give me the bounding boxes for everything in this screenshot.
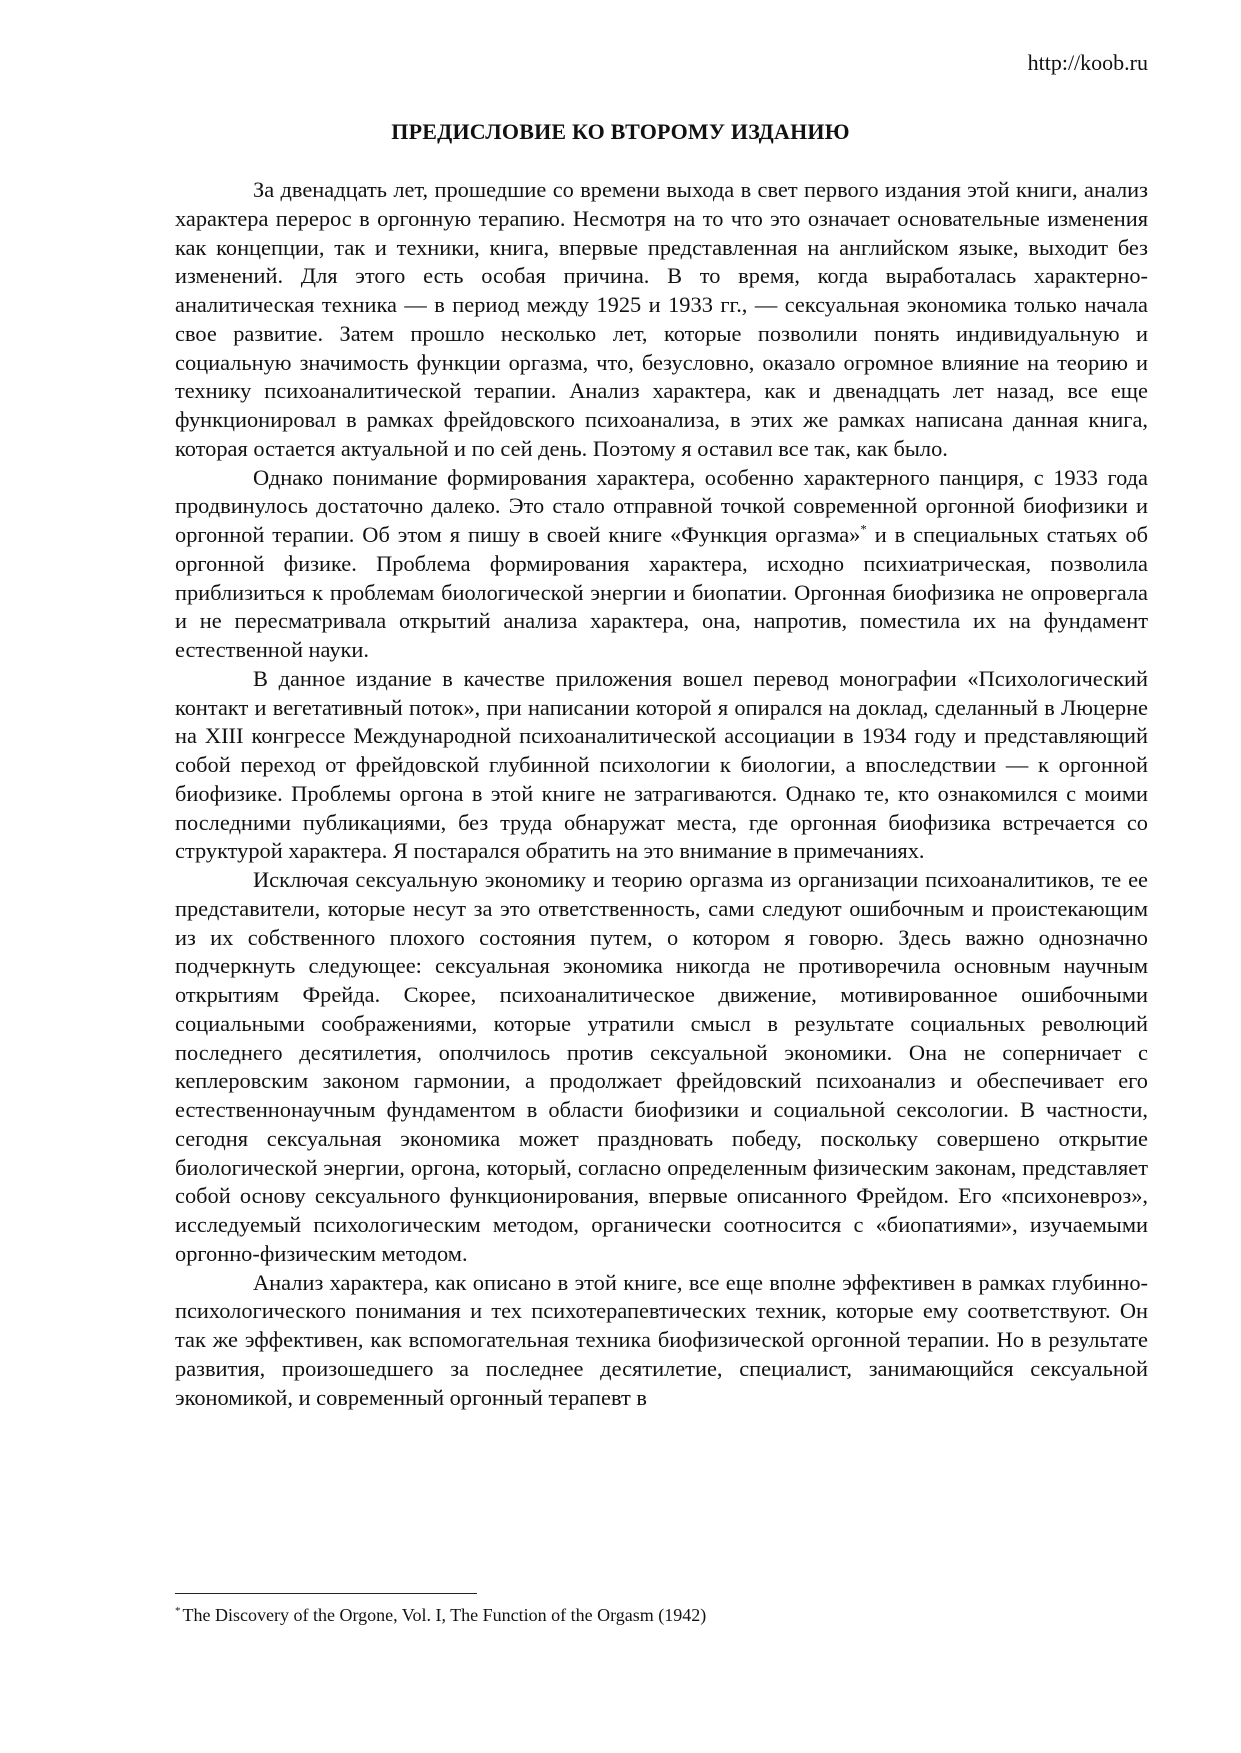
footnote-reference: *: [860, 521, 867, 537]
paragraph-4: Исключая сексуальную экономику и теорию оргазма из организации психоаналитиков, те ее представители, которые несут за это ответственность, сами следуют ошибочным и проистекающим из их собственного плохого состояния путем, о котором я говорю. Здесь важно однозначно подчеркнуть следующее: сексуальная экономика никогда не противоречила основным научным открытиям Фрейда. Скорее, психоаналитическое движение, мотивированное ошибочными социальными соображениями, которые утратили смысл в результате социальных революций последнего десятилетия, ополчилось против сексуальной экономики. Она не соперничает с кеплеровским законом гармонии, а продолжает фрейдовский психоанализ и обеспечивает его естественнонаучным фундаментом в области биофизики и социальной сексологии. В частности, сегодня сексуальная экономика может праздновать победу, поскольку совершено открытие биологической энергии, оргона, который, согласно определенным физическим законам, представляет собой основу сексуального функционирования, впервые описанного Фрейдом. Его «психоневроз», исследуемый психологическим методом, органически соотносится с «биопатиями», изучаемыми оргонно-физическим методом.: [175, 867, 1148, 1266]
paragraph-2: [175, 464, 1148, 665]
site-url[interactable]: http://koob.ru: [1027, 50, 1148, 75]
page-title: ПРЕДИСЛОВИЕ КО ВТОРОМУ ИЗДАНИЮ: [391, 119, 850, 144]
paragraph-2-start: Однако понимание формирования характера, особенно характерного панциря, с 1933 года продвинулось достаточно далеко. Это стало отправной точкой современной оргонной биофизики и оргонной терапии. Об этом я пишу в своей книге «Функция оргазма»: [175, 464, 1148, 547]
body-text: [175, 176, 1148, 1412]
footnote-mark: *: [175, 1605, 181, 1617]
paragraph-3: В данное издание в качестве приложения вошел перевод монографии «Психологический контакт и вегетативный поток», при написании которой я опирался на доклад, сделанный в Люцерне на XIII конгрессе Международной психоаналитической ассоциации в 1934 году и представляющий собой переход от фрейдовской глубинной психологии к биологии, а впоследствии — к оргонной биофизике. Проблемы оргона в этой книге не затрагиваются. Однако те, кто ознакомился с моими последними публикациями, без труда обнаружат места, где оргонная биофизика встречается со структурой характера. Я постарался обратить на это внимание в примечаниях.: [175, 665, 1148, 864]
footnote-text: The Discovery of the Orgone, Vol. I, The Function of the Orgasm (1942): [182, 1605, 707, 1625]
footnote: [175, 1605, 706, 1626]
paragraph-5: Анализ характера, как описано в этой книге, все еще вполне эффективен в рамках глубинно-психологического понимания и тех психотерапевтических техник, которые ему соответствуют. Он так же эффективен, как вспомогательная техника биофизической оргонной терапии. Но в результате развития, произошедшего за последнее десятилетие, специалист, занимающийся сексуальной экономикой, и современный оргонный терапевт в: [175, 1269, 1148, 1410]
footnote-divider: [175, 1593, 477, 1594]
paragraph-1: За двенадцать лет, прошедшие со времени выхода в свет первого издания этой книги, анализ характера перерос в оргонную терапию. Несмотря на то что это означает основательные изменения как концепции, так и техники, книга, впервые представленная на английском языке, выходит без изменений. Для этого есть особая причина. В то время, когда выработалась характерно-аналитическая техника — в период между 1925 и 1933 гг., — сексуальная экономика только начала свое развитие. Затем прошло несколько лет, которые позволили понять индивидуальную и социальную значимость функции оргазма, что, безусловно, оказало огромное влияние на теорию и технику психоаналитической терапии. Анализ характера, как и двенадцать лет назад, все еще функционировал в рамках фрейдовского психоанализа, в этих же рамках написана данная книга, которая остается актуальной и по сей день. Поэтому я оставил все так, как было.: [175, 177, 1148, 461]
paragraph-2-end: и в специальных статьях об оргонной физике. Проблема формирования характера, исходно психиатрическая, позволила приблизиться к проблемам биологической энергии и биопатии. Оргонная биофизика не опровергала и не пересматривала открытий анализа характера, она, напротив, поместила их на фундамент естественной науки.: [175, 522, 1148, 662]
